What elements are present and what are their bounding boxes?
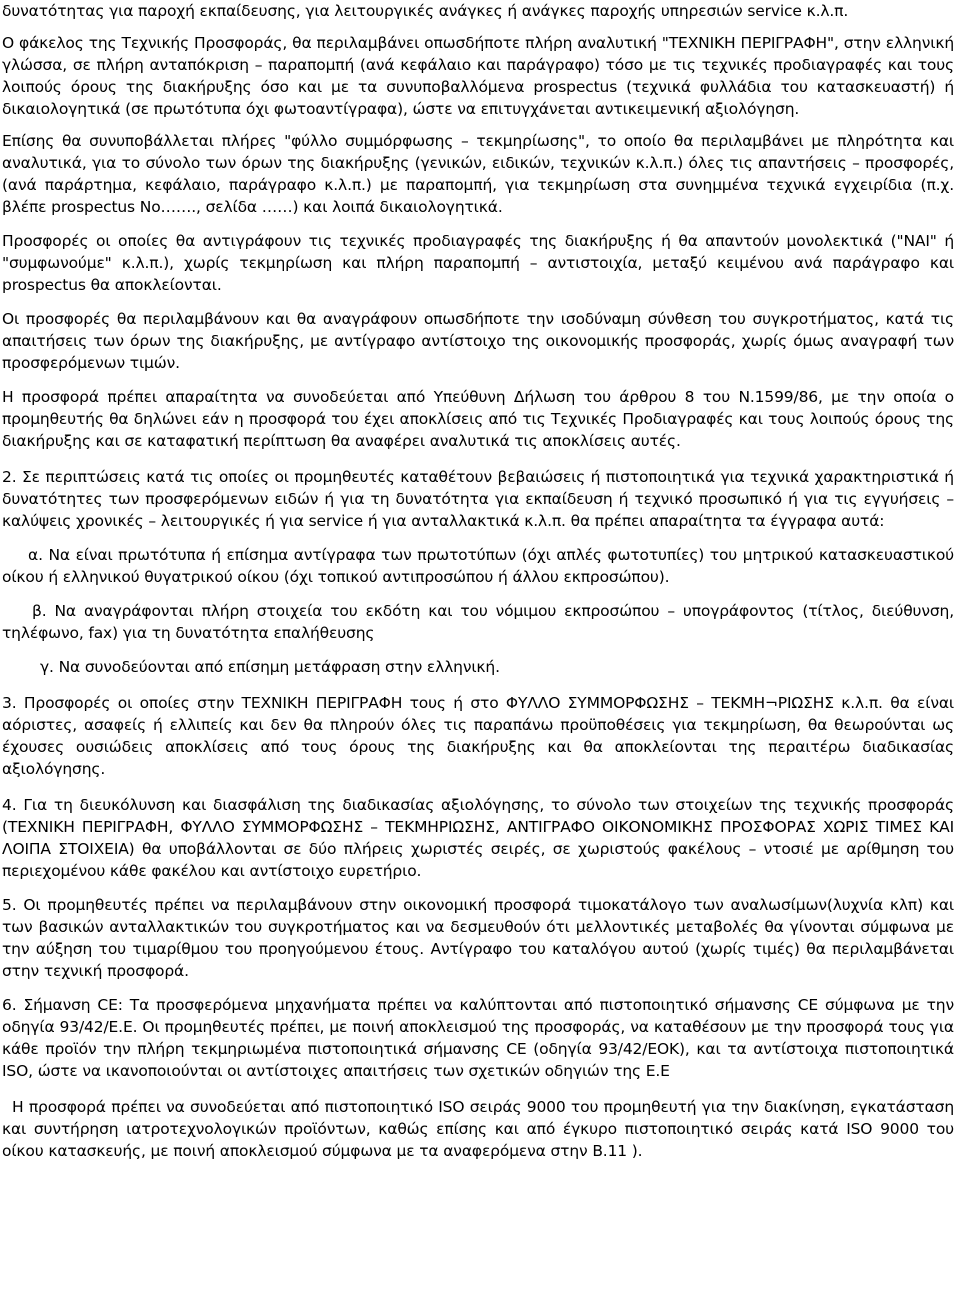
section-4-two-series: 4. Για τη διευκόλυνση και διασφάλιση της διαδικασίας αξιολόγησης, το σύνολο των στοιχείων της τεχνικής προσφοράς (ΤΕΧΝΙΚΗ ΠΕΡΙΓΡΑΦΗ, ΦΥΛΛΟ ΣΥΜΜΟΡΦΩΣΗΣ – ΤΕΚΜΗΡΙΩΣΗΣ, ΑΝΤΙΓΡΑΦΟ ΟΙΚΟΝΟΜΙΚΗΣ ΠΡΟΣΦΟΡΑΣ ΧΩΡΙΣ ΤΙΜΕΣ ΚΑΙ ΛΟΙΠΑ ΣΤΟΙΧΕΙΑ) θα υποβάλλονται σε δύο πλήρεις χωριστές σειρές, σε χωριστούς φακέλους – ντοσιέ με αρίθμηση του περιεχομένου κάθε φακέλου και αντίστοιχο ευρετήριο. <box>2 796 954 880</box>
item-b-issuer-details: β. Να αναγράφονται πλήρη στοιχεία του εκδότη και του νόμιμου εκπροσώπου – υπογράφοντος (τίτλος, διεύθυνση, τηλέφωνο, fax) για τη δυνατότητα επαλήθευσης <box>2 602 954 642</box>
section-5-price-list: 5. Οι προμηθευτές πρέπει να περιλαμβάνουν στην οικονομική προσφορά τιμοκατάλογο των αναλωσίμων(λυχνία κλπ) και των βασικών ανταλλακτικών του συγκροτήματος και να δεσμευθούν ότι μελλοντικές μεταβολές θα γίνονται σύμφωνα με την αύξηση του τιμαρίθμου του προηγούμενου έτους. Αντίγραφο του καταλόγου αυτού (χωρίς τιμές) θα περιλαμβάνεται στην τεχνική προσφορά. <box>2 896 954 980</box>
section-6-ce-marking: 6. Σήμανση CE: Τα προσφερόμενα μηχανήματα πρέπει να καλύπτονται από πιστοποιητικό σήμανσης CE σύμφωνα με την οδηγία 93/42/Ε.Ε. Οι προμηθευτές πρέπει, με ποινή αποκλεισμού της προσφοράς, να καταθέσουν με την προσφορά τους για κάθε προϊόν την πλήρη τεκμηριωμένα πιστοποιητικά σήμανσης CE (οδηγία 93/42/ΕΟΚ), και τα αντίστοιχα πιστοποιητικά ISO, ώστε να ικανοποιούνται οι αντίστοιχες απαιτήσεις των σχετικών οδηγιών της Ε.Ε <box>2 996 954 1080</box>
paragraph-service-continuation: δυνατότητας για παροχή εκπαίδευσης, για λειτουργικές ανάγκες ή ανάγκες παροχής υπηρεσιών service κ.λ.π. <box>2 2 849 20</box>
section-3-vague-offers: 3. Προσφορές οι οποίες στην ΤΕΧΝΙΚΗ ΠΕΡΙΓΡΑΦΗ τους ή στο ΦΥΛΛΟ ΣΥΜΜΟΡΦΩΣΗΣ – ΤΕΚΜΗ¬ΡΙΩΣΗΣ κ.λ.π. θα είναι αόριστες, ασαφείς ή ελλιπείς και δεν θα πληρούν όλες τις παραπάνω προϋποθέσεις για τεκμηρίωση, θα θεωρούνται ως έχουσες ουσιώδεις αποκλίσεις από τους όρους της διακήρυξης και θα αποκλείονται της περαιτέρω διαδικασίας αξιολόγησης. <box>2 694 954 778</box>
paragraph-responsible-declaration: Η προσφορά πρέπει απαραίτητα να συνοδεύεται από Υπεύθυνη Δήλωση του άρθρου 8 του Ν.1599/86, με την οποία ο προμηθευτής θα δηλώνει εάν η προσφορά του έχει αποκλίσεις από τις Τεχνικές Προδιαγραφές και τους λοιπούς όρους της διακήρυξης και σε καταφατική περίπτωση θα αναφέρει αναλυτικά τις αποκλίσεις αυτές. <box>2 388 954 450</box>
paragraph-equivalent-composition: Οι προσφορές θα περιλαμβάνουν και θα αναγράφουν οπωσδήποτε την ισοδύναμη σύνθεση του συγκροτήματος, κατά τις απαιτήσεις των όρων της διακήρυξης, με αντίγραφο αντίστοιχο της οικονομικής προσφοράς, χωρίς όμως αναγραφή των προσφερόμενων τιμών. <box>2 310 954 372</box>
item-c-official-translation: γ. Να συνοδεύονται από επίσημη μετάφραση στην ελληνική. <box>40 658 500 676</box>
item-a-original-documents: α. Να είναι πρωτότυπα ή επίσημα αντίγραφα των πρωτοτύπων (όχι απλές φωτοτυπίες) του μητρικού κατασκευαστικού οίκου ή ελληνικού θυγατρικού οίκου (όχι τοπικού αντιπροσώπου ή άλλου εκπροσώπου). <box>2 546 954 586</box>
paragraph-copied-specs-exclusion: Προσφορές οι οποίες θα αντιγράφουν τις τεχνικές προδιαγραφές της διακήρυξης ή θα απαντούν μονολεκτικά ("ΝΑΙ" ή "συμφωνούμε" κ.λ.π.), χωρίς τεκμηρίωση και πλήρη παραπομπή – αντιστοιχία, μεταξύ κειμένου ανά παράγραφο και prospectus θα αποκλείονται. <box>2 232 954 294</box>
paragraph-compliance-sheet: Επίσης θα συνυποβάλλεται πλήρες "φύλλο συμμόρφωσης – τεκμηρίωσης", το οποίο θα περιλαμβάνει με πληρότητα και αναλυτικά, για το σύνολο των όρων της διακήρυξης (γενικών, ειδικών, τεχνικών κ.λ.π.) όλες τις απαντήσεις – προσφορές, (ανά παράρτημα, κεφάλαιο, παράγραφο κ.λ.π.) με παραπομπή, για τεκμηρίωση στα συνημμένα τεχνικά εγχειρίδια (π.χ. βλέπε prospectus No……., σελίδα ……) και λοιπά δικαιολογητικά. <box>2 132 954 216</box>
paragraph-technical-offer-folder: Ο φάκελος της Τεχνικής Προσφοράς, θα περιλαμβάνει οπωσδήποτε πλήρη αναλυτική "ΤΕΧΝΙΚΗ ΠΕΡΙΓΡΑΦΗ", στην ελληνική γλώσσα, σε πλήρη ανταπόκριση – παραπομπή (ανά κεφάλαιο και παράγραφο) τόσο με τις τεχνικές προδιαγραφές και τους λοιπούς όρους της διακήρυξης όσο και με τα συνυποβαλλόμενα prospectus (τεχνικά φυλλάδια του κατασκευαστή) ή δικαιολογητικά (σε πρωτότυπα όχι φωτοαντίγραφα), ώστε να επιτυγχάνεται αντικειμενική αξιολόγηση. <box>2 34 954 118</box>
section-2-certificates: 2. Σε περιπτώσεις κατά τις οποίες οι προμηθευτές καταθέτουν βεβαιώσεις ή πιστοποιητικά για τεχνικά χαρακτηριστικά ή δυνατότητες των προσφερόμενων ειδών ή για τη δυνατότητα για εκπαίδευση ή τεχνικό προσωπικό ή για τις εγγυήσεις – καλύψεις χρονικές – λειτουργικές ή για service ή για ανταλλακτικά κ.λ.π. θα πρέπει απαραίτητα τα έγγραφα αυτά: <box>2 468 954 530</box>
paragraph-iso-certificate: Η προσφορά πρέπει να συνοδεύεται από πιστοποιητικό ISO σειράς 9000 του προμηθευτή για την διακίνηση, εγκατάσταση και συντήρηση ιατροτεχνολογικών προϊόντων, καθώς επίσης και από έγκυρο πιστοποιητικό σειράς κατά ISO 9000 του οίκου κατασκευής, με ποινή αποκλεισμού σύμφωνα με τα αναφερόμενα στην Β.11 ). <box>2 1098 954 1160</box>
